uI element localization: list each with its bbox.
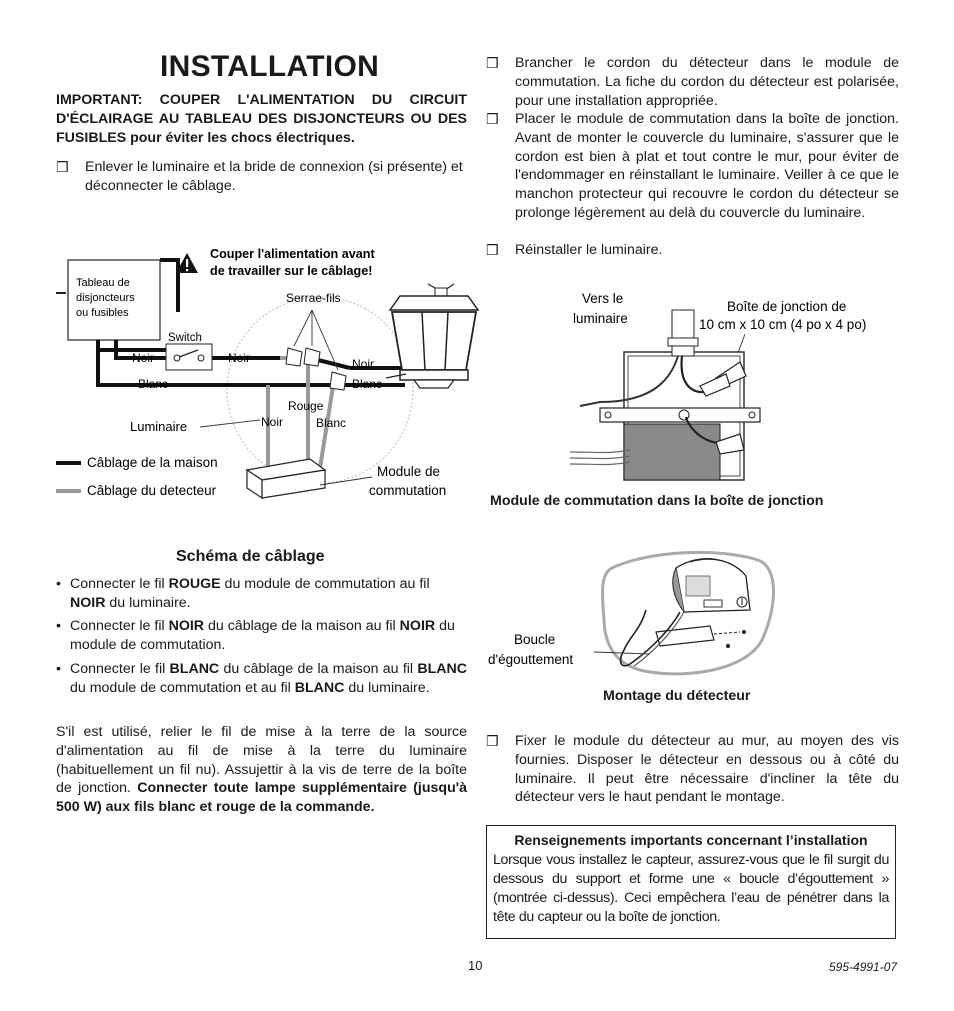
- bullet-text: Connecter le fil ROUGE du module de commutation au fil NOIR du luminaire.: [70, 576, 430, 611]
- switching-module: [247, 459, 325, 498]
- step-text: Fixer le module du détecteur au mur, au moyen des vis fournies. Disposer le détecteur en dessous ou à côté du luminaire. Il peut être nécessaire d'incliner la tête du détecteur vers le haut pendant le montage.: [515, 733, 899, 806]
- luminaire-lantern: [386, 284, 478, 388]
- checkbox-icon: ❒: [486, 55, 499, 71]
- detector-mount-diagram: [488, 540, 800, 685]
- bullet-blanc: • Connecter le fil BLANC du câblage de la maison au fil BLANC du module de commutation et au fil BLANC du luminaire.: [56, 661, 467, 696]
- bullet-noir: • Connecter le fil NOIR du câblage de la maison au fil NOIR du module de commutation.: [56, 617, 467, 657]
- blanc-label-3: Blanc: [316, 416, 347, 430]
- checkbox-icon: ❒: [486, 111, 499, 127]
- house-wire-top: [160, 260, 178, 312]
- luminaire-label: Luminaire: [130, 419, 188, 434]
- info-box-body: Lorsque vous installez le capteur, assurez-vous que le fil surgit du dessous du support et forme une « boucle d’égouttement » (montrée ci-dessus). Ceci empêchera l’eau de pénétrer dans la tête du capteur ou la boîte de jonction.: [493, 852, 889, 925]
- box-label-2: 10 cm x 10 cm (4 po x 4 po): [699, 317, 867, 332]
- warning-line-2: de travailler sur le câblage!: [210, 264, 373, 278]
- step-text: Enlever le luminaire et la bride de connexion (si présente) et déconnecter le câblage.: [85, 159, 463, 194]
- page-number: 10: [468, 958, 483, 973]
- warning-line-1: Couper l'alimentation avant: [210, 247, 375, 261]
- boucle-label: Boucle: [514, 632, 556, 647]
- detail-circle: [227, 297, 413, 483]
- step-remove-fixture: [56, 158, 467, 198]
- step-reinstall: [486, 241, 898, 261]
- legend-detector-label: Câblage du detecteur: [87, 483, 217, 498]
- bullet-rouge: • Connecter le fil ROUGE du module de commutation au fil NOIR du luminaire.: [56, 575, 467, 615]
- page-title: INSTALLATION: [160, 50, 380, 83]
- wire-nut-2: [304, 348, 320, 366]
- step-text: Placer le module de commutation dans la boîte de jonction. Avant de monter le couvercle du luminaire, s'assurer que le cordon est bien à plat et tout contre le mur, pour éviter de l'endommager en réinstallant le luminaire. Veiller à ce que le manchon protecteur qui recouvre le cordon du détecteur se prolonge légèrement au delà du couvercle du luminaire.: [515, 111, 899, 221]
- detector-head: [673, 559, 750, 612]
- info-box-heading: Renseignements importants concernant l’installation: [514, 832, 868, 848]
- ground-paragraph: S'il est utilisé, relier le fil de mise à la terre de la source d'alimentation au fil de mise à la terre du luminaire (habituellement un fil nu). Assujettir à la vis de terre de la boîte de jonction. Connecter toute lampe supplémentaire (jusqu'à 500 W) aux fils blanc et rouge de la commande.: [56, 724, 467, 816]
- noir-label-3: Noir: [352, 357, 375, 371]
- checkbox-icon: ❒: [486, 242, 499, 258]
- conduit: [672, 310, 694, 356]
- egouttement-label: d'égouttement: [488, 652, 574, 667]
- module-label-2: commutation: [369, 483, 447, 498]
- schema-title: Schéma de câblage: [176, 548, 325, 565]
- serrae-fils-label: Serrae-fils: [286, 291, 341, 305]
- legend-detector-swatch: [56, 489, 81, 493]
- junction-box-diagram: [560, 282, 910, 487]
- detector-caption: Montage du détecteur: [603, 688, 751, 704]
- panel-label-1: Tableau de: [76, 277, 130, 289]
- luminaire-label: luminaire: [573, 311, 628, 326]
- wire-nut-3: [330, 372, 346, 390]
- box-label-1: Boîte de jonction de: [727, 299, 847, 314]
- step-text: Brancher le cordon du détecteur dans le module de commutation. La fiche du cordon du détecteur est polarisée, pour une installation appropriée.: [515, 55, 899, 109]
- wire-nut-1: [286, 348, 302, 366]
- checkbox-icon: ❒: [486, 733, 499, 749]
- wiring-diagram: [50, 240, 480, 510]
- step-place-module: [486, 110, 898, 240]
- blanc-label-1: Blanc: [138, 377, 169, 391]
- important-warning: IMPORTANT: COUPER L'ALIMENTATION DU CIRCUIT D'ÉCLAIRAGE AU TABLEAU DES DISJONCTEURS OU DES FUSIBLES pour éviter les chocs électriques.: [56, 92, 467, 146]
- rouge-label: Rouge: [288, 399, 324, 413]
- panel-label-3: ou fusibles: [76, 307, 129, 319]
- mount-bracket: [656, 626, 714, 646]
- bullet-text: Connecter le fil BLANC du câblage de la maison au fil BLANC du module de commutation et au fil BLANC du luminaire.: [70, 661, 467, 696]
- noir-label-2: Noir: [228, 351, 251, 365]
- legend-house-swatch: [56, 461, 81, 465]
- switch-box: [166, 344, 212, 370]
- vers-le-label: Vers le: [582, 291, 624, 306]
- bullet-text: Connecter le fil NOIR du câblage de la maison au fil NOIR du module de commutation.: [70, 618, 455, 653]
- panel-label-2: disjoncteurs: [76, 292, 135, 304]
- switch-module: [624, 424, 720, 480]
- noir-label-4: Noir: [261, 415, 284, 429]
- step-plug-cord: [486, 54, 898, 112]
- junction-caption: Module de commutation dans la boîte de jonction: [490, 493, 824, 509]
- blanc-label-2: Blanc: [352, 377, 383, 391]
- noir-label-1: Noir: [132, 351, 155, 365]
- legend-house-label: Câblage de la maison: [87, 455, 218, 470]
- switch-label: Switch: [168, 332, 202, 344]
- step-text: Réinstaller le luminaire.: [515, 242, 663, 258]
- doc-code: 595-4991-07: [829, 960, 898, 974]
- checkbox-icon: ❒: [56, 159, 69, 175]
- info-box: [486, 825, 896, 939]
- module-label-1: Module de: [377, 464, 441, 479]
- step-fix-detector: [486, 732, 898, 810]
